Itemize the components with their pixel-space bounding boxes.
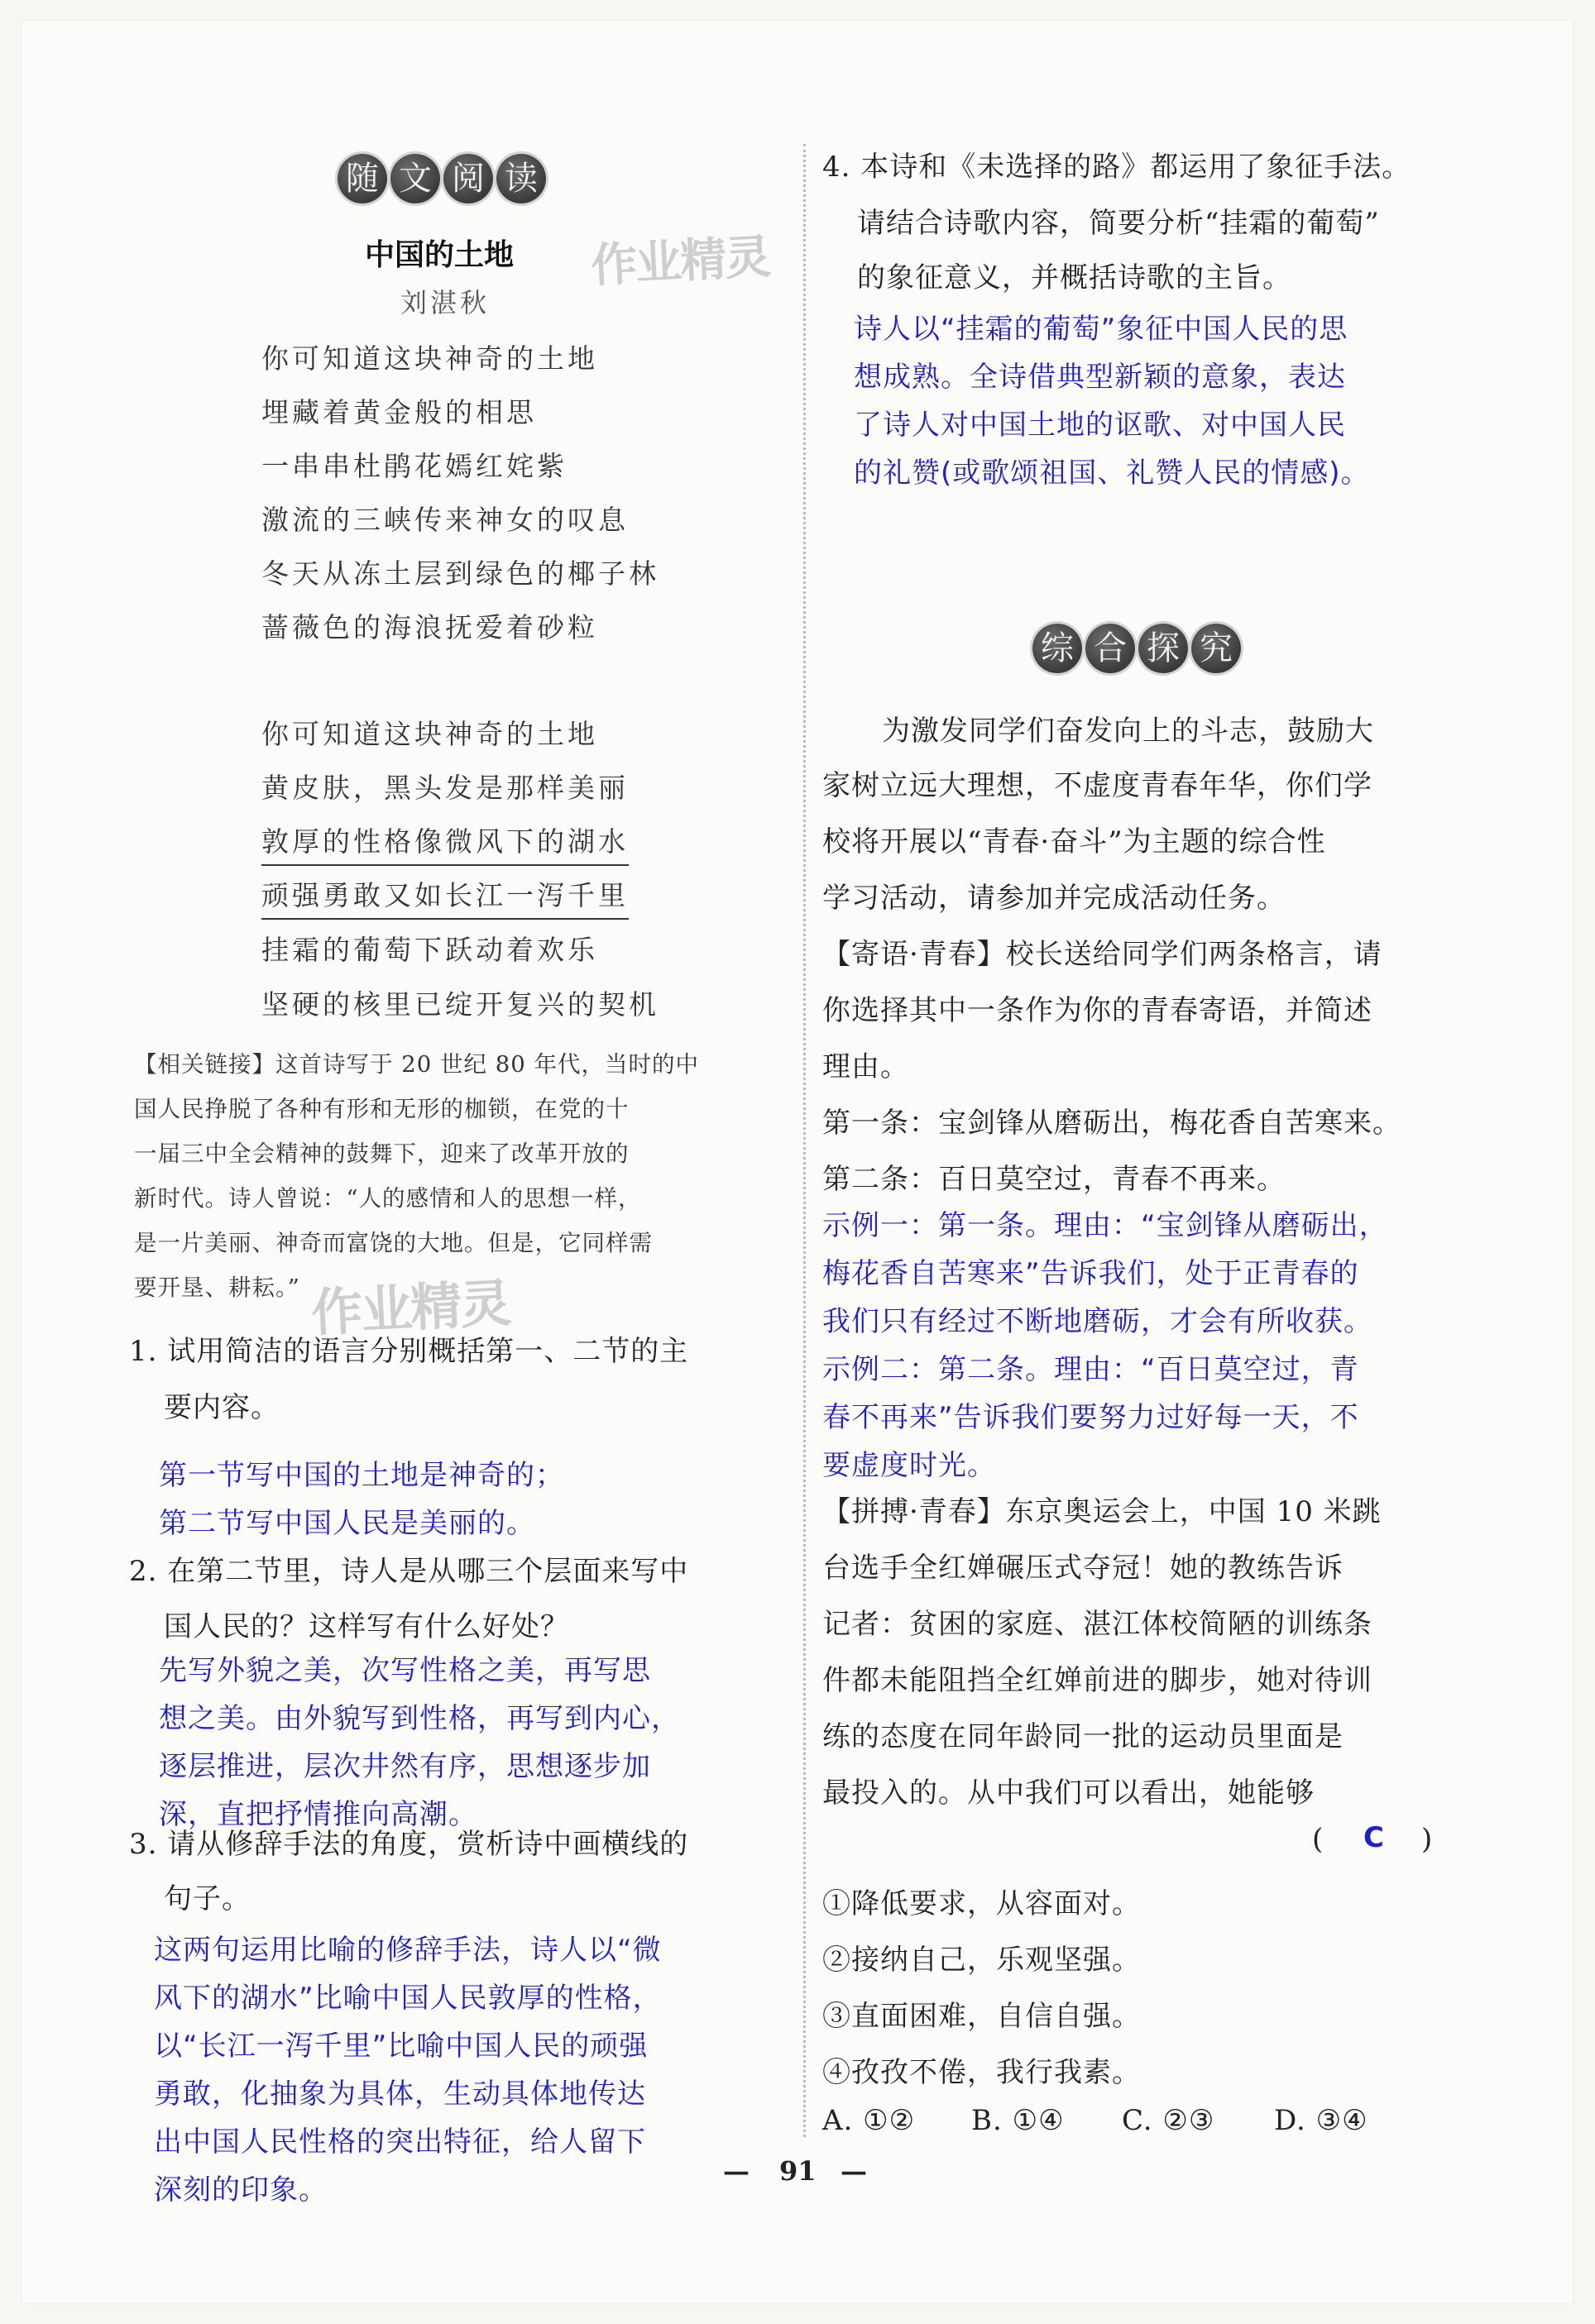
poem-line: 蔷薇色的海浪抚爱着砂粒 bbox=[261, 611, 598, 643]
poem-line: 冬天从冻土层到绿色的椰子林 bbox=[261, 557, 659, 590]
motto-1: 第一条：宝剑锋从磨砺出，梅花香自苦寒来。 bbox=[822, 1107, 1401, 1140]
answer-bracket-open: ( bbox=[1312, 1823, 1324, 1856]
answer-choice: C bbox=[1363, 1821, 1385, 1854]
section-title-char: 随 bbox=[338, 154, 387, 203]
choice-d: D. ③④ bbox=[1274, 2104, 1368, 2137]
intro-paragraph: 为激发同学们奋发向上的斗志，鼓励大 bbox=[882, 715, 1374, 748]
task-youth-message: 你选择其中一条作为你的青春寄语，并简述 bbox=[822, 994, 1372, 1027]
related-link-line: 【相关链接】这首诗写于 20 世纪 80 年代，当时的中 bbox=[134, 1051, 699, 1078]
poem-line: 激流的三峡传来神女的叹息 bbox=[261, 504, 629, 536]
answer-3: 这两句运用比喻的修辞手法，诗人以“微 bbox=[154, 1934, 662, 1967]
poem-line: 坚硬的核里已绽开复兴的契机 bbox=[261, 988, 659, 1021]
intro-paragraph: 校将开展以“青春·奋斗”为主题的综合性 bbox=[822, 825, 1326, 858]
related-link-line: 国人民挣脱了各种有形和无形的枷锁，在党的十 bbox=[134, 1096, 630, 1122]
answer-2: 想之美。由外貌写到性格，再写到内心， bbox=[159, 1702, 680, 1735]
task-struggle: 练的态度在同年龄同一批的运动员里面是 bbox=[822, 1720, 1344, 1753]
related-link-line: 一届三中全会精神的鼓舞下，迎来了改革开放的 bbox=[134, 1140, 630, 1167]
answer-4: 诗人以“挂霜的葡萄”象征中国人民的思 bbox=[854, 313, 1348, 346]
page-number: 91 bbox=[779, 2155, 817, 2187]
choice-a: A. ①② bbox=[822, 2104, 916, 2137]
answer-bracket-close: ) bbox=[1421, 1823, 1434, 1856]
question-1: 要内容。 bbox=[164, 1391, 280, 1424]
option-item: ④孜孜不倦，我行我素。 bbox=[822, 2056, 1141, 2089]
question-4: 的象征意义，并概括诗歌的主旨。 bbox=[857, 261, 1291, 294]
answer-4: 的礼赞(或歌颂祖国、礼赞人民的情感)。 bbox=[854, 457, 1370, 490]
poem-title: 中国的土地 bbox=[365, 238, 515, 272]
underlined-poem-line: 敦厚的性格像微风下的湖水 bbox=[261, 820, 629, 866]
poem-line: 你可知道这块神奇的土地 bbox=[261, 342, 598, 375]
section-title-inquiry bbox=[1032, 624, 1241, 673]
answer-2: 先写外貌之美，次写性格之美，再写思 bbox=[159, 1654, 651, 1687]
choice-b: B. ①④ bbox=[971, 2104, 1065, 2137]
choice-c: C. ②③ bbox=[1122, 2104, 1215, 2137]
section-title-reading bbox=[338, 154, 546, 203]
question-1: 1. 试用简洁的语言分别概括第一、二节的主 bbox=[129, 1335, 689, 1368]
answer-2: 逐层推进，层次井然有序，思想逐步加 bbox=[159, 1750, 651, 1783]
question-4: 4. 本诗和《未选择的路》都运用了象征手法。 bbox=[822, 151, 1411, 184]
poem-line: 挂霜的葡萄下跃动着欢乐 bbox=[261, 934, 598, 966]
poem-author: 刘湛秋 bbox=[400, 287, 491, 318]
option-item: ③直面困难，自信自强。 bbox=[822, 2000, 1141, 2033]
watermark: 作业精灵 bbox=[309, 1272, 512, 1344]
page-dash-left: — bbox=[723, 2155, 750, 2187]
answer-3: 勇敢，化抽象为具体，生动具体地传达 bbox=[154, 2078, 646, 2111]
answer-4: 了诗人对中国土地的讴歌、对中国人民 bbox=[854, 409, 1346, 442]
intro-paragraph: 家树立远大理想，不虚度青春年华，你们学 bbox=[822, 769, 1372, 802]
answer-3: 出中国人民性格的突出特征，给人留下 bbox=[154, 2126, 646, 2159]
section-title-char: 文 bbox=[390, 154, 440, 203]
answer-1: 第二节写中国人民是美丽的。 bbox=[159, 1507, 535, 1540]
intro-paragraph: 学习活动，请参加并完成活动任务。 bbox=[822, 882, 1286, 915]
underlined-poem-line: 顽强勇敢又如长江一泻千里 bbox=[261, 874, 629, 920]
section-title-char: 究 bbox=[1191, 624, 1241, 673]
answer-task1: 要虚度时光。 bbox=[822, 1449, 996, 1482]
task-struggle: 件都未能阻挡全红婵前进的脚步，她对待训 bbox=[822, 1664, 1372, 1697]
answer-task1: 我们只有经过不断地磨砺，才会有所收获。 bbox=[822, 1305, 1372, 1338]
question-2: 2. 在第二节里，诗人是从哪三个层面来写中 bbox=[129, 1555, 689, 1588]
answer-task1: 春不再来”告诉我们要努力过好每一天，不 bbox=[822, 1401, 1359, 1434]
section-title-char: 阅 bbox=[443, 154, 493, 203]
column-divider bbox=[803, 144, 806, 2137]
textbook-page bbox=[22, 20, 1573, 2304]
answer-task1: 示例一：第一条。理由：“宝剑锋从磨砺出， bbox=[822, 1209, 1388, 1242]
poem-line: 埋藏着黄金般的相思 bbox=[261, 396, 537, 428]
motto-2: 第二条：百日莫空过，青春不再来。 bbox=[822, 1163, 1286, 1196]
related-link-line: 要开垦、耕耘。” bbox=[134, 1274, 300, 1301]
answer-3: 风下的湖水”比喻中国人民敦厚的性格， bbox=[154, 1982, 662, 2015]
answer-task1: 示例二：第二条。理由：“百日莫空过，青 bbox=[822, 1353, 1359, 1386]
poem-line: 一串串杜鹃花嫣红姹紫 bbox=[261, 450, 568, 482]
task-youth-message: 【寄语·青春】校长送给同学们两条格言，请 bbox=[822, 938, 1382, 971]
question-3: 句子。 bbox=[164, 1882, 251, 1915]
section-title-char: 综 bbox=[1032, 624, 1082, 673]
answer-2: 深，直把抒情推向高潮。 bbox=[159, 1798, 477, 1831]
poem-line: 黄皮肤，黑头发是那样美丽 bbox=[261, 772, 629, 804]
answer-4: 想成熟。全诗借典型新颖的意象，表达 bbox=[854, 361, 1346, 394]
task-struggle: 【拼搏·青春】东京奥运会上，中国 10 米跳 bbox=[822, 1495, 1382, 1528]
page-dash-right: — bbox=[841, 2155, 867, 2187]
answer-1: 第一节写中国的土地是神奇的； bbox=[159, 1459, 564, 1492]
question-2: 国人民的？这样写有什么好处？ bbox=[164, 1610, 569, 1643]
answer-3: 以“长江一泻千里”比喻中国人民的顽强 bbox=[154, 2030, 649, 2063]
option-item: ②接纳自己，乐观坚强。 bbox=[822, 1944, 1141, 1977]
task-youth-message: 理由。 bbox=[822, 1050, 909, 1083]
related-link-line: 新时代。诗人曾说：“人的感情和人的思想一样， bbox=[134, 1185, 642, 1212]
related-link-line: 是一片美丽、神奇而富饶的大地。但是，它同样需 bbox=[134, 1230, 653, 1256]
section-title-char: 探 bbox=[1138, 624, 1188, 673]
poem-line: 你可知道这块神奇的土地 bbox=[261, 718, 598, 750]
task-struggle: 台选手全红婵碾压式夺冠！她的教练告诉 bbox=[822, 1552, 1344, 1585]
answer-task1: 梅花香自苦寒来”告诉我们，处于正青春的 bbox=[822, 1257, 1359, 1290]
question-3: 3. 请从修辞手法的角度，赏析诗中画横线的 bbox=[129, 1828, 689, 1861]
option-item: ①降低要求，从容面对。 bbox=[822, 1887, 1141, 1920]
question-4: 请结合诗歌内容，简要分析“挂霜的葡萄” bbox=[857, 207, 1380, 240]
section-title-char: 读 bbox=[496, 154, 546, 203]
answer-3: 深刻的印象。 bbox=[154, 2173, 328, 2207]
section-title-char: 合 bbox=[1085, 624, 1135, 673]
watermark: 作业精灵 bbox=[589, 230, 771, 294]
task-struggle: 记者：贫困的家庭、湛江体校简陋的训练条 bbox=[822, 1608, 1372, 1641]
task-struggle: 最投入的。从中我们可以看出，她能够 bbox=[822, 1776, 1315, 1810]
